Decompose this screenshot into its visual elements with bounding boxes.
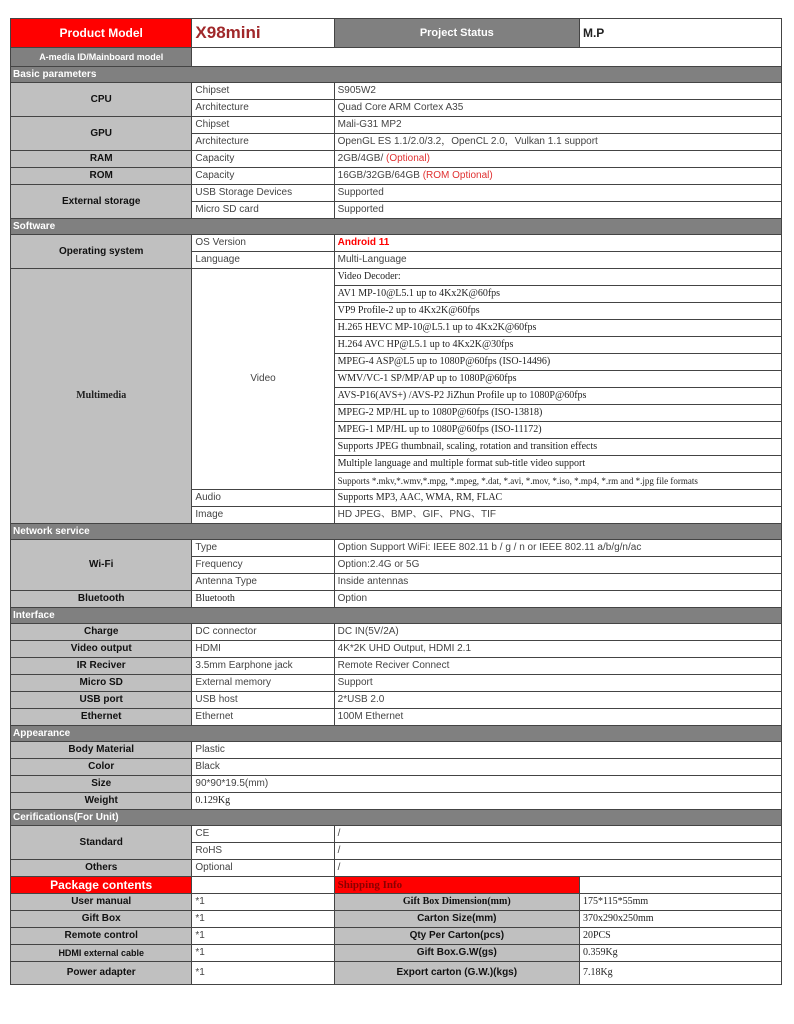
- os-version-label: OS Version: [192, 235, 334, 252]
- shipping-info-title: Shipping Info: [334, 877, 579, 894]
- audio-value: Supports MP3, AAC, WMA, RM, FLAC: [334, 490, 781, 507]
- gpu-architecture-value: OpenGL ES 1.1/2.0/3.2，OpenCL 2.0，Vulkan 1.1 support: [334, 134, 781, 151]
- product-model-label: Product Model: [11, 19, 192, 48]
- package-item-qty: *1: [192, 945, 334, 962]
- shipping-item-value: 0.359Kg: [579, 945, 781, 962]
- package-item-label: User manual: [11, 894, 192, 911]
- bluetooth-label: Bluetooth: [11, 591, 192, 608]
- others-label: Others: [11, 860, 192, 877]
- section-basic-parameters: Basic parameters: [11, 67, 782, 83]
- video-codec-row: H.264 AVC HP@L5.1 up to 4Kx2K@30fps: [334, 337, 781, 354]
- video-codec-row: AVS-P16(AVS+) /AVS-P2 JiZhun Profile up to 1080P@60fps: [334, 388, 781, 405]
- appearance-row: [11, 793, 782, 810]
- ce-label: CE: [192, 826, 334, 843]
- video-feature-row: Supports JPEG thumbnail, scaling, rotation and transition effects: [334, 439, 781, 456]
- audio-label: Audio: [192, 490, 334, 507]
- video-feature-row: Multiple language and multiple format sub-title video support: [334, 456, 781, 473]
- ram-optional-note: (Optional): [386, 153, 430, 164]
- appearance-value: 0.129Kg: [192, 793, 782, 810]
- bluetooth-value: Option: [334, 591, 781, 608]
- rom-capacity-label: Capacity: [192, 168, 334, 185]
- multimedia-label: Multimedia: [11, 269, 192, 524]
- ram-label: RAM: [11, 151, 192, 168]
- package-item-qty: *1: [192, 894, 334, 911]
- video-codec-row: H.265 HEVC MP-10@L5.1 up to 4Kx2K@60fps: [334, 320, 781, 337]
- gpu-chipset-value: Mali-G31 MP2: [334, 117, 781, 134]
- shipping-item-label: Carton Size(mm): [334, 911, 579, 928]
- wifi-type-value: Option Support WiFi: IEEE 802.11 b / g / n or IEEE 802.11 a/b/g/n/ac: [334, 540, 781, 557]
- package-row: [11, 894, 782, 911]
- rom-capacity-value: [334, 168, 781, 185]
- section-network-service: Network service: [11, 524, 782, 540]
- package-row: [11, 928, 782, 945]
- appearance-row: [11, 776, 782, 793]
- video-codec-row: AV1 MP-10@L5.1 up to 4Kx2K@60fps: [334, 286, 781, 303]
- cpu-architecture-value: Quad Core ARM Cortex A35: [334, 100, 781, 117]
- video-codec-row: MPEG-4 ASP@L5 up to 1080P@60fps (ISO-14496): [334, 354, 781, 371]
- shipping-item-value: 370x290x250mm: [579, 911, 781, 928]
- appearance-label: Body Material: [11, 742, 192, 759]
- rohs-label: RoHS: [192, 843, 334, 860]
- rom-optional-note: (ROM Optional): [422, 170, 493, 181]
- appearance-row: [11, 759, 782, 776]
- mainboard-value: [192, 48, 782, 67]
- video-label: Video: [192, 269, 334, 490]
- interface-label: Charge: [11, 624, 192, 641]
- shipping-blank: [579, 877, 781, 894]
- interface-row: [11, 658, 782, 675]
- cpu-chipset-label: Chipset: [192, 83, 334, 100]
- appearance-label: Weight: [11, 793, 192, 810]
- language-label: Language: [192, 252, 334, 269]
- rohs-value: /: [334, 843, 781, 860]
- product-model-row: [11, 19, 782, 48]
- wifi-frequency-label: Frequency: [192, 557, 334, 574]
- video-decoder-row: Video Decoder:: [334, 269, 781, 286]
- interface-value: Remote Reciver Connect: [334, 658, 781, 675]
- ram-value-text: 2GB/4GB/: [337, 153, 386, 164]
- shipping-item-label: Export carton (G.W.)(kgs): [334, 962, 579, 985]
- rom-value-text: 16GB/32GB/64GB: [337, 170, 423, 181]
- shipping-item-value: 7.18Kg: [579, 962, 781, 985]
- appearance-label: Color: [11, 759, 192, 776]
- cpu-architecture-label: Architecture: [192, 100, 334, 117]
- ram-capacity-label: Capacity: [192, 151, 334, 168]
- others-value: /: [334, 860, 781, 877]
- project-status-value: M.P: [579, 19, 781, 48]
- video-codec-row: MPEG-1 MP/HL up to 1080P@60fps (ISO-11172): [334, 422, 781, 439]
- package-item-label: HDMI external cable: [11, 945, 192, 962]
- language-value: Multi-Language: [334, 252, 781, 269]
- package-blank: [192, 877, 334, 894]
- operating-system-label: Operating system: [11, 235, 192, 269]
- section-appearance: Appearance: [11, 726, 782, 742]
- interface-label: Ethernet: [11, 709, 192, 726]
- interface-row: [11, 641, 782, 658]
- image-label: Image: [192, 507, 334, 524]
- others-sub-label: Optional: [192, 860, 334, 877]
- video-formats-row: Supports *.mkv,*.wmv,*.mpg, *.mpeg, *.dat, *.avi, *.mov, *.iso, *.mp4, *.rm and *.jpg file formats: [334, 473, 781, 490]
- interface-row: [11, 709, 782, 726]
- section-software: Software: [11, 219, 782, 235]
- package-contents-title: Package contents: [11, 877, 192, 894]
- package-item-label: Power adapter: [11, 962, 192, 985]
- appearance-value: Plastic: [192, 742, 782, 759]
- cpu-chipset-value: S905W2: [334, 83, 781, 100]
- wifi-type-label: Type: [192, 540, 334, 557]
- package-item-label: Gift Box: [11, 911, 192, 928]
- interface-value: Support: [334, 675, 781, 692]
- standard-label: Standard: [11, 826, 192, 860]
- interface-row: [11, 675, 782, 692]
- usb-storage-label: USB Storage Devices: [192, 185, 334, 202]
- shipping-item-label: Gift Box Dimension(mm): [334, 894, 579, 911]
- shipping-item-value: 175*115*55mm: [579, 894, 781, 911]
- ram-capacity-value: [334, 151, 781, 168]
- interface-row: [11, 692, 782, 709]
- interface-label: IR Reciver: [11, 658, 192, 675]
- usb-storage-value: Supported: [334, 185, 781, 202]
- ce-value: /: [334, 826, 781, 843]
- wifi-label: Wi-Fi: [11, 540, 192, 591]
- package-item-qty: *1: [192, 928, 334, 945]
- mainboard-label: A-media ID/Mainboard model: [11, 48, 192, 67]
- spec-sheet: [10, 18, 782, 985]
- interface-label: Micro SD: [11, 675, 192, 692]
- bluetooth-sub-label: Bluetooth: [192, 591, 334, 608]
- video-codec-row: WMV/VC-1 SP/MP/AP up to 1080P@60fps: [334, 371, 781, 388]
- package-row: [11, 945, 782, 962]
- appearance-label: Size: [11, 776, 192, 793]
- video-codec-row: VP9 Profile-2 up to 4Kx2K@60fps: [334, 303, 781, 320]
- interface-type: DC connector: [192, 624, 334, 641]
- video-codec-row: MPEG-2 MP/HL up to 1080P@60fps (ISO-13818): [334, 405, 781, 422]
- mainboard-row: [11, 48, 782, 67]
- micro-sd-card-value: Supported: [334, 202, 781, 219]
- antenna-type-label: Antenna Type: [192, 574, 334, 591]
- interface-value: 2*USB 2.0: [334, 692, 781, 709]
- gpu-label: GPU: [11, 117, 192, 151]
- spec-table: [10, 18, 782, 985]
- interface-type: External memory: [192, 675, 334, 692]
- section-certifications: Cerifications(For Unit): [11, 810, 782, 826]
- appearance-row: [11, 742, 782, 759]
- interface-label: USB port: [11, 692, 192, 709]
- cpu-label: CPU: [11, 83, 192, 117]
- interface-value: DC IN(5V/2A): [334, 624, 781, 641]
- wifi-frequency-value: Option:2.4G or 5G: [334, 557, 781, 574]
- package-item-label: Remote control: [11, 928, 192, 945]
- interface-type: USB host: [192, 692, 334, 709]
- interface-type: HDMI: [192, 641, 334, 658]
- gpu-chipset-label: Chipset: [192, 117, 334, 134]
- package-row: [11, 962, 782, 985]
- os-version-value: Android 11: [334, 235, 781, 252]
- appearance-value: Black: [192, 759, 782, 776]
- appearance-value: 90*90*19.5(mm): [192, 776, 782, 793]
- package-item-qty: *1: [192, 911, 334, 928]
- interface-value: 4K*2K UHD Output, HDMI 2.1: [334, 641, 781, 658]
- section-interface: Interface: [11, 608, 782, 624]
- antenna-type-value: Inside antennas: [334, 574, 781, 591]
- package-row: [11, 911, 782, 928]
- shipping-item-label: Qty Per Carton(pcs): [334, 928, 579, 945]
- product-model-value: X98mini: [192, 19, 334, 48]
- external-storage-label: External storage: [11, 185, 192, 219]
- shipping-item-value: 20PCS: [579, 928, 781, 945]
- image-value: HD JPEG、BMP、GIF、PNG、TIF: [334, 507, 781, 524]
- interface-row: [11, 624, 782, 641]
- micro-sd-card-label: Micro SD card: [192, 202, 334, 219]
- interface-type: Ethernet: [192, 709, 334, 726]
- package-item-qty: *1: [192, 962, 334, 985]
- interface-label: Video output: [11, 641, 192, 658]
- shipping-item-label: Gift Box.G.W(gs): [334, 945, 579, 962]
- cpu-row: [11, 83, 782, 100]
- project-status-label: Project Status: [334, 19, 579, 48]
- interface-type: 3.5mm Earphone jack: [192, 658, 334, 675]
- rom-label: ROM: [11, 168, 192, 185]
- interface-value: 100M Ethernet: [334, 709, 781, 726]
- gpu-architecture-label: Architecture: [192, 134, 334, 151]
